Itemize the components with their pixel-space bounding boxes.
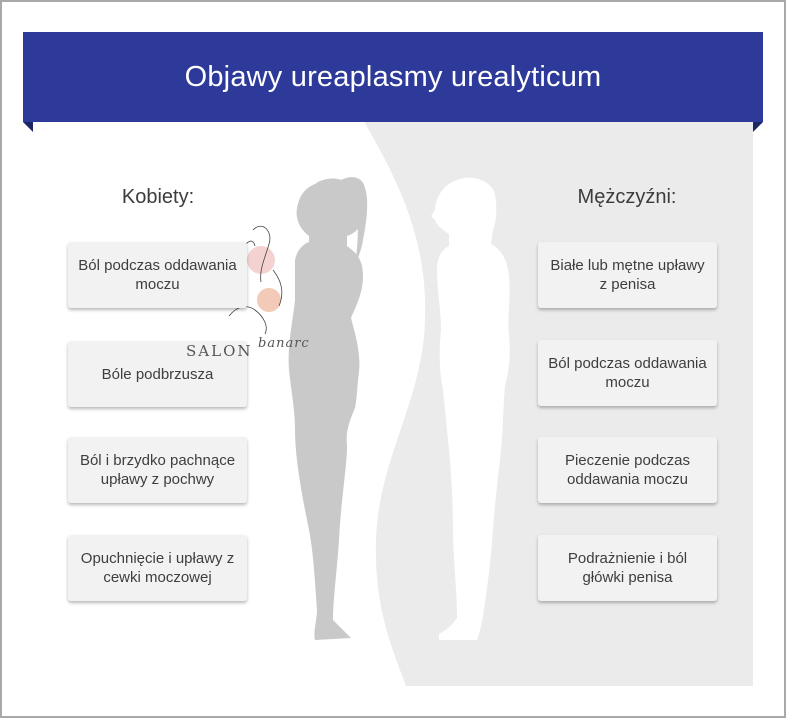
symptom-text: Bóle podbrzusza bbox=[101, 365, 214, 383]
women-symptom-card bbox=[68, 437, 247, 503]
women-symptom-card bbox=[68, 535, 247, 601]
women-heading: Kobiety: bbox=[121, 186, 195, 208]
men-symptom-card bbox=[538, 340, 717, 406]
symptom-text: Ból podczas oddawania moczu bbox=[78, 257, 237, 293]
watermark-script: banarc bbox=[258, 336, 310, 351]
page-title: Objawy ureaplasmy urealyticum bbox=[184, 60, 602, 93]
men-symptom-card bbox=[538, 242, 717, 308]
men-symptom-card bbox=[538, 535, 717, 601]
symptom-text: Ból podczas oddawania moczu bbox=[548, 355, 707, 391]
symptom-text: Podrażnienie i ból główki penisa bbox=[567, 550, 688, 586]
men-heading: Mężczyźni: bbox=[577, 186, 677, 208]
banner-fold-left bbox=[23, 122, 33, 132]
women-symptom-card bbox=[68, 242, 247, 308]
men-symptom-card bbox=[538, 437, 717, 503]
symptom-text: Białe lub mętne upławy z penisa bbox=[550, 257, 705, 293]
banner-fold-right bbox=[753, 122, 763, 132]
title-banner bbox=[23, 32, 763, 122]
symptom-text: Opuchnięcie i upławy z cewki moczowej bbox=[80, 550, 235, 586]
symptom-text: Ból i brzydko pachnące upławy z pochwy bbox=[79, 452, 236, 488]
symptom-text: Pieczenie podczas oddawania moczu bbox=[564, 452, 691, 488]
watermark-brand: SALON bbox=[186, 342, 253, 360]
